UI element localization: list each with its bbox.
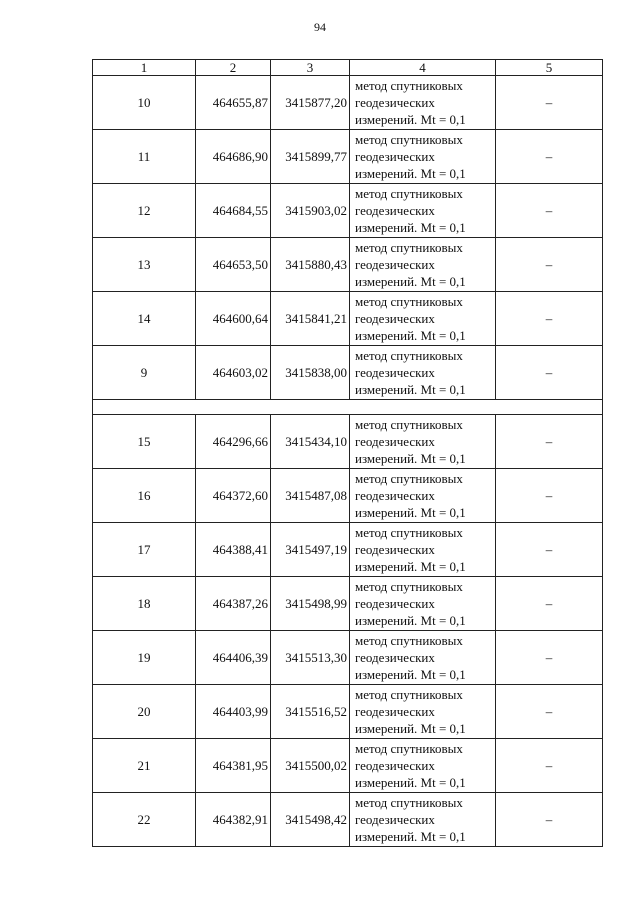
header-cell: 4 bbox=[350, 60, 496, 76]
method-line: метод спутниковых bbox=[355, 240, 463, 255]
note-cell: – bbox=[496, 523, 603, 577]
point-number-cell: 15 bbox=[93, 415, 196, 469]
y-coordinate-cell: 3415513,30 bbox=[271, 631, 350, 685]
x-coordinate-cell: 464655,87 bbox=[196, 76, 271, 130]
table-row bbox=[93, 184, 603, 238]
note-cell: – bbox=[496, 793, 603, 847]
method-line: измерений. Mt = 0,1 bbox=[355, 667, 466, 682]
note-cell: – bbox=[496, 130, 603, 184]
method-line: метод спутниковых bbox=[355, 687, 463, 702]
x-coordinate-cell: 464382,91 bbox=[196, 793, 271, 847]
method-line: измерений. Mt = 0,1 bbox=[355, 382, 466, 397]
method-cell bbox=[350, 130, 496, 184]
y-coordinate-cell: 3415838,00 bbox=[271, 346, 350, 400]
x-coordinate-cell: 464381,95 bbox=[196, 739, 271, 793]
header-cell: 3 bbox=[271, 60, 350, 76]
method-cell bbox=[350, 346, 496, 400]
method-cell bbox=[350, 415, 496, 469]
x-coordinate-cell: 464372,60 bbox=[196, 469, 271, 523]
note-cell: – bbox=[496, 415, 603, 469]
y-coordinate-cell: 3415434,10 bbox=[271, 415, 350, 469]
method-line: метод спутниковых bbox=[355, 795, 463, 810]
y-coordinate-cell: 3415497,19 bbox=[271, 523, 350, 577]
table-row bbox=[93, 631, 603, 685]
method-line: измерений. Mt = 0,1 bbox=[355, 829, 466, 844]
method-line: измерений. Mt = 0,1 bbox=[355, 112, 466, 127]
note-cell: – bbox=[496, 685, 603, 739]
x-coordinate-cell: 464686,90 bbox=[196, 130, 271, 184]
y-coordinate-cell: 3415899,77 bbox=[271, 130, 350, 184]
method-line: измерений. Mt = 0,1 bbox=[355, 505, 466, 520]
note-cell: – bbox=[496, 292, 603, 346]
note-cell: – bbox=[496, 346, 603, 400]
point-number-cell: 17 bbox=[93, 523, 196, 577]
method-line: геодезических bbox=[355, 812, 435, 827]
point-number-cell: 19 bbox=[93, 631, 196, 685]
note-cell: – bbox=[496, 238, 603, 292]
table-row bbox=[93, 292, 603, 346]
point-number-cell: 11 bbox=[93, 130, 196, 184]
method-line: геодезических bbox=[355, 596, 435, 611]
method-line: метод спутниковых bbox=[355, 186, 463, 201]
x-coordinate-cell: 464600,64 bbox=[196, 292, 271, 346]
method-cell bbox=[350, 469, 496, 523]
method-line: метод спутниковых bbox=[355, 525, 463, 540]
spacer-row bbox=[93, 400, 603, 415]
table-row bbox=[93, 415, 603, 469]
method-line: геодезических bbox=[355, 311, 435, 326]
point-number-cell: 22 bbox=[93, 793, 196, 847]
y-coordinate-cell: 3415880,43 bbox=[271, 238, 350, 292]
note-cell: – bbox=[496, 577, 603, 631]
table-group-1 bbox=[93, 76, 603, 400]
x-coordinate-cell: 464403,99 bbox=[196, 685, 271, 739]
note-cell: – bbox=[496, 739, 603, 793]
method-line: геодезических bbox=[355, 650, 435, 665]
method-line: измерений. Mt = 0,1 bbox=[355, 220, 466, 235]
y-coordinate-cell: 3415841,21 bbox=[271, 292, 350, 346]
y-coordinate-cell: 3415516,52 bbox=[271, 685, 350, 739]
note-cell: – bbox=[496, 631, 603, 685]
header-row bbox=[93, 60, 603, 76]
x-coordinate-cell: 464388,41 bbox=[196, 523, 271, 577]
point-number-cell: 14 bbox=[93, 292, 196, 346]
y-coordinate-cell: 3415498,42 bbox=[271, 793, 350, 847]
y-coordinate-cell: 3415498,99 bbox=[271, 577, 350, 631]
table-group-2 bbox=[93, 415, 603, 847]
method-line: геодезических bbox=[355, 203, 435, 218]
method-line: метод спутниковых bbox=[355, 294, 463, 309]
method-line: геодезических bbox=[355, 149, 435, 164]
table-spacer bbox=[93, 400, 603, 415]
table-row bbox=[93, 346, 603, 400]
point-number-cell: 13 bbox=[93, 238, 196, 292]
method-line: метод спутниковых bbox=[355, 471, 463, 486]
method-line: геодезических bbox=[355, 434, 435, 449]
method-line: измерений. Mt = 0,1 bbox=[355, 775, 466, 790]
y-coordinate-cell: 3415500,02 bbox=[271, 739, 350, 793]
header-cell: 5 bbox=[496, 60, 603, 76]
point-number-cell: 20 bbox=[93, 685, 196, 739]
point-number-cell: 10 bbox=[93, 76, 196, 130]
point-number-cell: 16 bbox=[93, 469, 196, 523]
method-line: измерений. Mt = 0,1 bbox=[355, 451, 466, 466]
page-number: 94 bbox=[314, 20, 326, 34]
y-coordinate-cell: 3415877,20 bbox=[271, 76, 350, 130]
table-row bbox=[93, 793, 603, 847]
note-cell: – bbox=[496, 76, 603, 130]
point-number-cell: 12 bbox=[93, 184, 196, 238]
method-line: метод спутниковых bbox=[355, 417, 463, 432]
method-line: метод спутниковых bbox=[355, 132, 463, 147]
coordinates-table bbox=[92, 59, 603, 847]
x-coordinate-cell: 464406,39 bbox=[196, 631, 271, 685]
method-line: измерений. Mt = 0,1 bbox=[355, 274, 466, 289]
table-row bbox=[93, 469, 603, 523]
table-row bbox=[93, 577, 603, 631]
method-line: геодезических bbox=[355, 95, 435, 110]
method-cell bbox=[350, 238, 496, 292]
point-number-cell: 9 bbox=[93, 346, 196, 400]
method-line: метод спутниковых bbox=[355, 579, 463, 594]
method-line: геодезических bbox=[355, 542, 435, 557]
method-cell bbox=[350, 184, 496, 238]
y-coordinate-cell: 3415903,02 bbox=[271, 184, 350, 238]
method-cell bbox=[350, 793, 496, 847]
spacer-cell bbox=[93, 400, 603, 415]
table-row bbox=[93, 238, 603, 292]
table-row bbox=[93, 739, 603, 793]
x-coordinate-cell: 464387,26 bbox=[196, 577, 271, 631]
method-line: метод спутниковых bbox=[355, 78, 463, 93]
method-line: метод спутниковых bbox=[355, 741, 463, 756]
header-cell: 2 bbox=[196, 60, 271, 76]
x-coordinate-cell: 464653,50 bbox=[196, 238, 271, 292]
table-row bbox=[93, 685, 603, 739]
x-coordinate-cell: 464684,55 bbox=[196, 184, 271, 238]
method-cell bbox=[350, 292, 496, 346]
method-cell bbox=[350, 523, 496, 577]
note-cell: – bbox=[496, 184, 603, 238]
method-line: геодезических bbox=[355, 257, 435, 272]
method-line: измерений. Mt = 0,1 bbox=[355, 721, 466, 736]
method-line: геодезических bbox=[355, 488, 435, 503]
header-cell: 1 bbox=[93, 60, 196, 76]
method-cell bbox=[350, 631, 496, 685]
table-row bbox=[93, 76, 603, 130]
method-line: измерений. Mt = 0,1 bbox=[355, 613, 466, 628]
point-number-cell: 21 bbox=[93, 739, 196, 793]
y-coordinate-cell: 3415487,08 bbox=[271, 469, 350, 523]
method-cell bbox=[350, 577, 496, 631]
table-row bbox=[93, 523, 603, 577]
method-line: геодезических bbox=[355, 704, 435, 719]
method-line: метод спутниковых bbox=[355, 633, 463, 648]
x-coordinate-cell: 464603,02 bbox=[196, 346, 271, 400]
method-cell bbox=[350, 739, 496, 793]
table-row bbox=[93, 130, 603, 184]
method-line: метод спутниковых bbox=[355, 348, 463, 363]
method-line: измерений. Mt = 0,1 bbox=[355, 166, 466, 181]
method-cell bbox=[350, 76, 496, 130]
method-line: геодезических bbox=[355, 758, 435, 773]
point-number-cell: 18 bbox=[93, 577, 196, 631]
method-line: измерений. Mt = 0,1 bbox=[355, 328, 466, 343]
method-line: измерений. Mt = 0,1 bbox=[355, 559, 466, 574]
note-cell: – bbox=[496, 469, 603, 523]
method-cell bbox=[350, 685, 496, 739]
x-coordinate-cell: 464296,66 bbox=[196, 415, 271, 469]
method-line: геодезических bbox=[355, 365, 435, 380]
